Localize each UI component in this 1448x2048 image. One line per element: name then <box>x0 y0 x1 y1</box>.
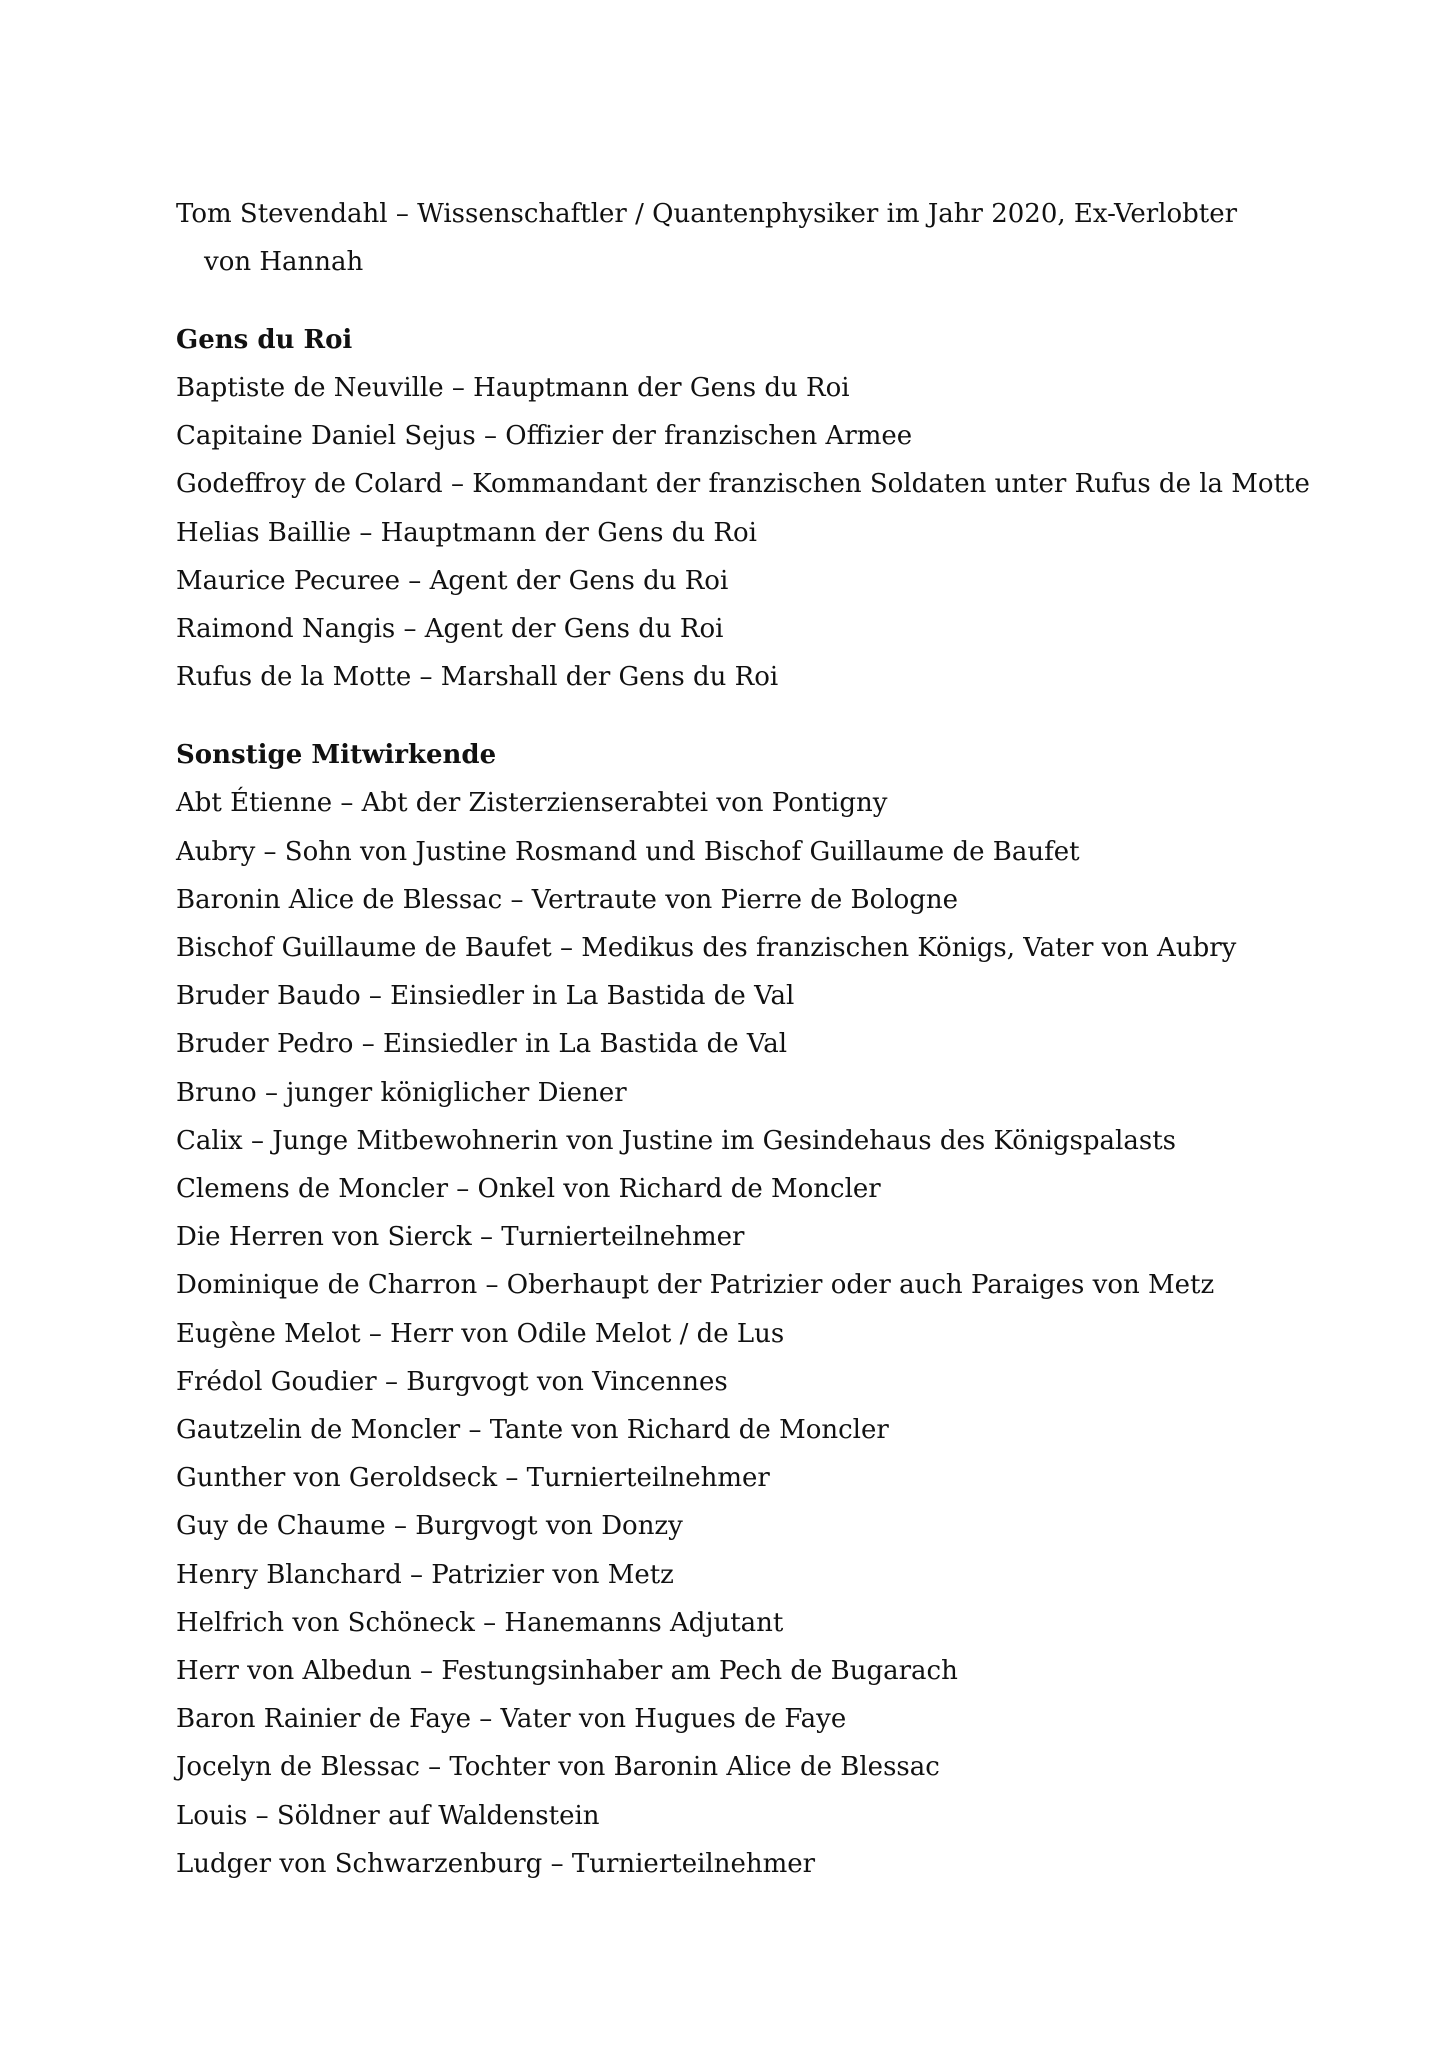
list-item: Aubry – Sohn von Justine Rosmand und Bischof Guillaume de Baufet <box>176 836 1080 867</box>
list-item: Calix – Junge Mitbewohnerin von Justine im Gesindehaus des Königspalasts <box>176 1125 1176 1156</box>
list-item: Gunther von Geroldseck – Turnierteilnehmer <box>176 1463 770 1494</box>
list-item: Baptiste de Neuville – Hauptmann der Gens du Roi <box>176 373 850 403</box>
list-item: Dominique de Charron – Oberhaupt der Patrizier oder auch Paraiges von Metz <box>176 1270 1215 1301</box>
list-item: Ludger von Schwarzenburg – Turnierteilnehmer <box>176 1848 816 1879</box>
list-item: Clemens de Moncler – Onkel von Richard de Moncler <box>176 1174 881 1205</box>
entry-list <box>176 779 1286 1888</box>
list-item: Rufus de la Motte – Marshall der Gens du Roi <box>176 662 779 693</box>
list-item: Helias Baillie – Hauptmann der Gens du Roi <box>176 517 757 548</box>
list-item: Capitaine Daniel Sejus – Offizier der franzischen Armee <box>176 421 913 452</box>
section-heading: Gens du Roi <box>176 325 353 355</box>
list-item: Helfrich von Schöneck – Hanemanns Adjutant <box>176 1607 784 1638</box>
list-item: Henry Blanchard – Patrizier von Metz <box>176 1559 674 1590</box>
list-item: Bruder Pedro – Einsiedler in La Bastida de Val <box>176 1029 788 1060</box>
list-item: Eugène Melot – Herr von Odile Melot / de Lus <box>176 1318 785 1349</box>
list-item: Bruno – junger königlicher Diener <box>176 1077 627 1108</box>
list-item: Guy de Chaume – Burgvogt von Donzy <box>176 1511 683 1542</box>
intro-entry: Tom Stevendahl – Wissenschaftler / Quantenphysiker im Jahr 2020, Ex-Verlobter von Hannah <box>176 199 1238 277</box>
list-item: Jocelyn de Blessac – Tochter von Baronin Alice de Blessac <box>176 1752 940 1783</box>
list-item: Godeffroy de Colard – Kommandant der franzischen Soldaten unter Rufus de la Motte <box>176 469 1310 500</box>
list-item: Baronin Alice de Blessac – Vertraute von Pierre de Bologne <box>176 884 959 915</box>
list-item: Maurice Pecuree – Agent der Gens du Roi <box>176 565 729 596</box>
list-item: Baron Rainier de Faye – Vater von Hugues de Faye <box>176 1704 847 1735</box>
section-gens-du-roi <box>176 316 1310 701</box>
list-item: Bischof Guillaume de Baufet – Medikus des franzischen Königs, Vater von Aubry <box>176 933 1237 964</box>
list-item: Abt Étienne – Abt der Zisterzienserabtei von Pontigny <box>176 788 888 819</box>
entry-list <box>176 364 1310 701</box>
list-item: Gautzelin de Moncler – Tante von Richard de Moncler <box>176 1415 889 1446</box>
list-item: Bruder Baudo – Einsiedler in La Bastida de Val <box>176 981 795 1012</box>
list-item: Herr von Albedun – Festungsinhaber am Pech de Bugarach <box>176 1656 958 1687</box>
document-page <box>176 190 1310 1888</box>
list-item: Frédol Goudier – Burgvogt von Vincennes <box>176 1366 728 1397</box>
section-sonstige-mitwirkende <box>176 731 1286 1888</box>
list-item: Die Herren von Sierck – Turnierteilnehmer <box>176 1222 745 1253</box>
list-item: Raimond Nangis – Agent der Gens du Roi <box>176 614 724 645</box>
section-heading: Sonstige Mitwirkende <box>176 740 497 771</box>
list-item: Louis – Söldner auf Waldenstein <box>176 1800 600 1831</box>
